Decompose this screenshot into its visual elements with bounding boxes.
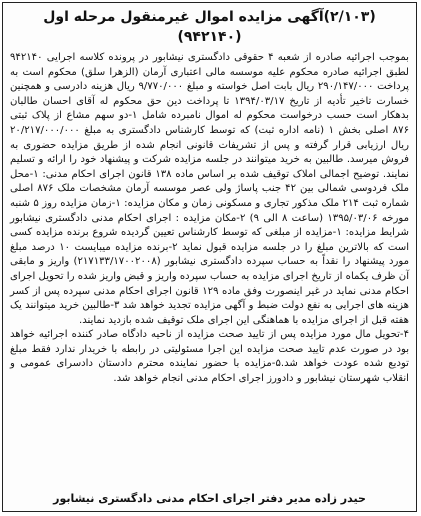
notice-paragraph: بموجب اجرائیه صادره از شعبه ۴ حقوقی دادگستری نیشابور در پرونده کلاسه اجرایی ۹۴۲۱۴۰ لطبق اجرائیه صادره محکوم علیه موسسه مالی اعتباری آرمان (الزهرا سلق) محکوم است به پرداخت ۲۹۰/۱۴۷/۰۰۰ ریال بابت اصل خواسته و مبلغ ۹/۷۷۰/۰۰۰ ریال هزینه دادرسی و همچنین خسارت تاخیر تأدیه از تاریخ ۱۳۹۴/۰۳/۱۷ تا پرداخت دین حق محکوم له آقای احسان طالبان بدهکار است حسب درخواست محکوم له اموال نامبرده شامل ۱-دو سهم مشاع از پلاک ثبتی ۸۷۶ اصلی بخش ۱ (نامه اداره ثبت) که توسط کارشناس دادگستری به مبلغ ۲۰/۲۱۷/۰۰۰/۰۰۰ ریال ارزیابی قرار گرفته و پس از تشریفات قانونی انجام شده از طریق مزایده حضوری به فروش میرسد. طالبین به خرید میتوانند در جلسه مزایده شرکت و پیشنهاد خود را ارائه و تسلیم نمایند. توضیح اجمالی املاک توقیف شده بر اساس ماده ۱۳۸ قانون اجرای احکام مدنی: ۱-محل ملک فردوسی شمالی بین ۴۲ جنب پاساژ ولی عصر موسسه آرمان مشخصات ملک ۸۷۶ اصلی شماره ثبت ۲۱۴ ملک مذکور تجاری و مسکونی زمان و مکان مزایده: ۱-زمان مزایده روز ۵ شنبه مورخه ۱۳۹۵/۰۳/۰۶ (ساعت ۸ الی ۹) ۲-مکان مزایده : اجرای احکام مدنی دادگستری نیشابور شرایط مزایده: ۱-مزایده از مبلغی که توسط کارشناس تعیین گردیده شروع برنده مزایده کسی است که بالاترین مبلغ را در جلسه مزایده قبول نماید ۲-برنده مزایده میبایست ۱۰ درصد مبلغ مورد پیشنهاد را نقداً به حساب سپرده دادگستری نیشابور (۲۱۷۱۳۳/۱۷۰۰۲۰۰۸) واریز و مابقی آن ظرف یکماه از تاریخ اجرای مزایده به حساب سپرده واریز و قبض واریز شده را تحویل اجرای احکام مدنی نماید در غیر اینصورت وفق ماده ۱۲۹ قانون اجرای احکام مدنی سپرده پس از کسر هزینه های اجرایی به نفع دولت ضبط و آگهی مزایده تجدید خواهد شد ۳-طالبین خرید میتوانند یک هفته قبل از اجرای مزایده با هماهنگی این اجرای ملک توقیف شده بازدید نمایند. xyxy=(10,52,410,326)
notice-paragraph: ۴-تحویل مال مورد مزایده پس از تایید صحت مزایده از ناحیه دادگاه صادر کننده اجرائیه خواهد بود در صورت عدم تایید صحت مزایده این اجرا مسئولیتی در رابطه با خریدار ندارد فقط مبلغ تودیع شده عودت خواهد شد.۵-مزایده با حضور نماینده محترم دادستان دادسرای عمومی و انقلاب شهرستان نیشابور و دادورز اجرای احکام مدنی انجام خواهد شد. xyxy=(10,329,409,385)
notice-body xyxy=(10,51,409,387)
notice-title: (۲/۱۰۳)آگهی مزایده اموال غیرمنقول مرحله اول (۹۴۲۱۴۰) xyxy=(43,9,376,45)
notice-signature: حیدر زاده مدیر دفتر اجرای احکام مدنی دادگستری نیشابور xyxy=(53,492,366,505)
notice-frame xyxy=(2,2,417,512)
